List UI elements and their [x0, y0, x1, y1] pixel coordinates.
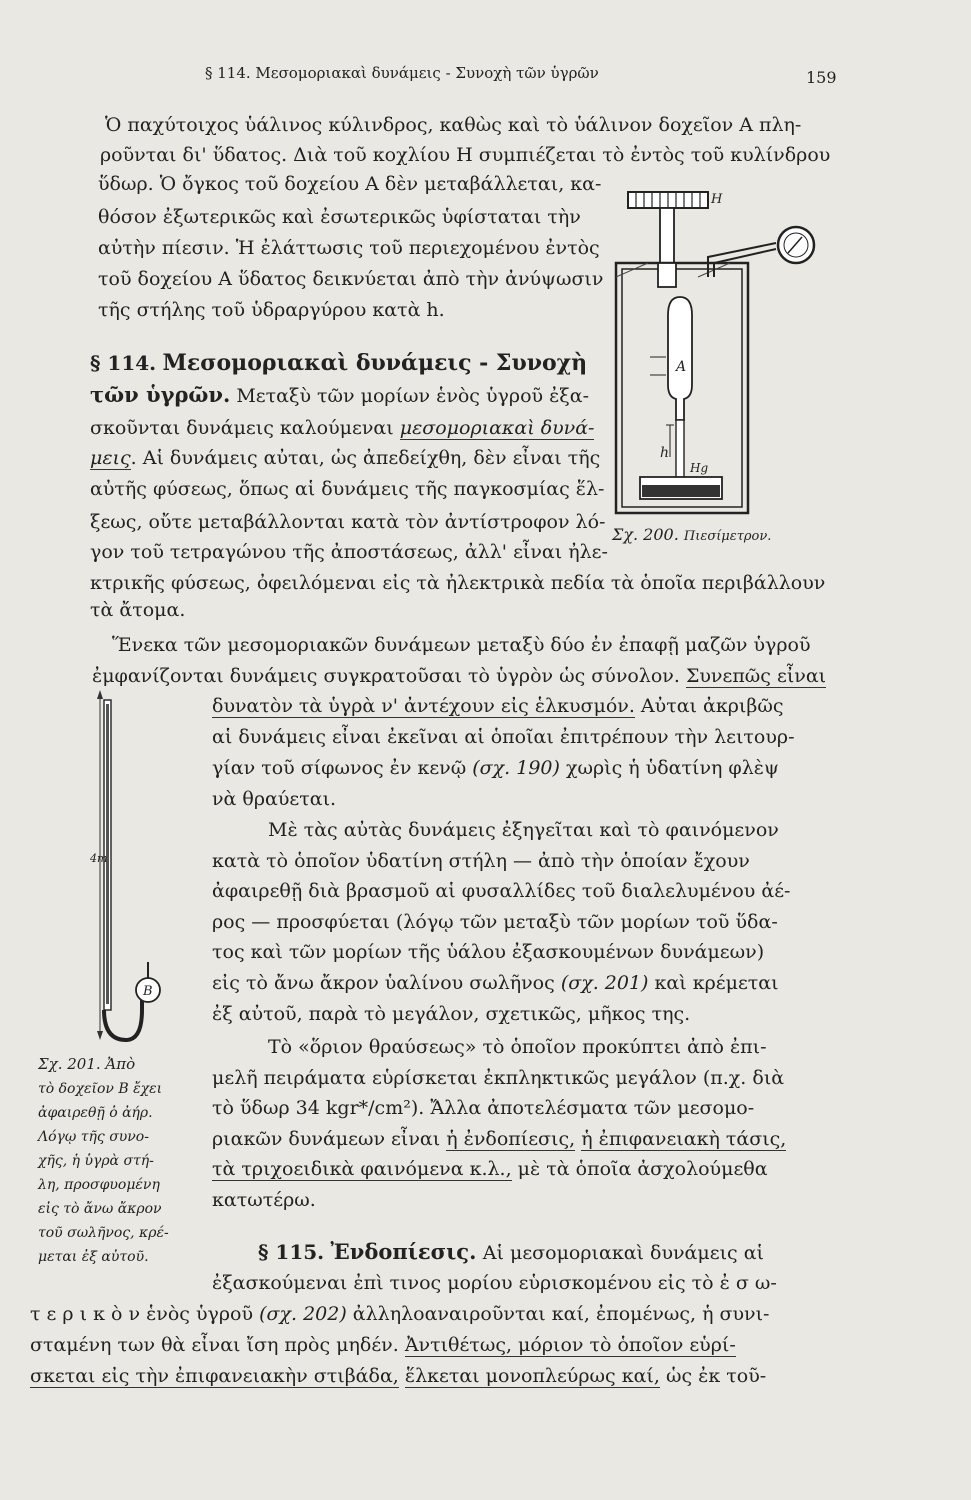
fig200-label-Hg: Hg	[690, 461, 709, 475]
text-line: ροῦνται δι' ὕδατος. Διὰ τοῦ κοχλίου Η συμπιέζεται τὸ ἐντὸς τοῦ κυλίνδρου	[100, 144, 831, 166]
text-line: ἐξασκούμεναι ἐπὶ τινος μορίου εὑρισκομένου εἰς τὸ ἐ σ ω-	[212, 1272, 777, 1294]
caption-line: ἀφαιρεθῇ ὁ ἀήρ.	[38, 1105, 153, 1121]
text-line: τος καὶ τῶν μορίων τῆς ὑάλου ἐξασκουμένων δυνάμεων)	[212, 941, 765, 963]
text-line: τοῦ δοχείου Α ὕδατος δεικνύεται ἀπὸ τὴν ἀνύψωσιν	[98, 268, 604, 290]
text-line: αὐτῆς φύσεως, ὅπως αἱ δυνάμεις τῆς παγκοσμίας ἕλ-	[90, 478, 605, 500]
text-line: Ὁ παχύτοιχος ὑάλινος κύλινδρος, καθὼς καὶ τὸ ὑάλινον δοχεῖον Α πλη-	[105, 114, 802, 136]
text-line: τὸ ὕδωρ 34 kgr*/cm²). Ἄλλα ἀποτελέσματα τῶν μεσομο-	[212, 1097, 755, 1119]
text-line: ἐξ αὐτοῦ, παρὰ τὸ μεγάλον, σχετικῶς, μῆκος της.	[212, 1003, 691, 1025]
text-line: ἀφαιρεθῇ διὰ βρασμοῦ αἱ φυσαλλίδες τοῦ διαλελυμένου ἀέ-	[212, 880, 791, 902]
figure-reference: (σχ. 202)	[259, 1303, 347, 1325]
text-line: ριακῶν δυνάμεων εἶναι ἡ ἐνδοπίεσις, ἡ ἐπιφανειακὴ τάσις,	[212, 1128, 787, 1150]
text-line: μελῆ πειράματα εὑρίσκεται ἐκπληκτικῶς μεγάλον (π.χ. διὰ	[212, 1067, 785, 1089]
text-line: ὕδωρ. Ὁ ὄγκος τοῦ δοχείου Α δὲν μεταβάλλεται, κα-	[98, 173, 602, 195]
figure-reference: (σχ. 201)	[560, 972, 649, 994]
caption-line: λη, προσφυομένη	[38, 1177, 160, 1193]
text-line: αὐτὴν πίεσιν. Ἡ ἐλάττωσις τοῦ περιεχομένου ἐντὸς	[98, 237, 600, 259]
figure-200-caption	[612, 524, 771, 548]
figure-201-tube	[80, 690, 180, 1050]
text-line: ἐμφανίζονται δυνάμεις συγκρατοῦσαι τὸ ὑγρὸν ὡς σύνολον. Συνεπῶς εἶναι	[92, 665, 827, 687]
text-line: ρος — προσφύεται (λόγῳ τῶν μεταξὺ τῶν μορίων τοῦ ὕδα-	[212, 911, 778, 933]
figure-200-title: Πιεσίμετρον.	[683, 529, 772, 544]
caption-line: χῆς, ἡ ὑγρὰ στή-	[38, 1153, 154, 1169]
text-line: δυνατὸν τὰ ὑγρὰ ν' ἀντέχουν εἰς ἑλκυσμόν. Αὐται ἀκριβῶς	[212, 695, 784, 717]
text-line: σκοῦνται δυνάμεις καλούμεναι μεσομοριακαὶ δυνά-	[90, 417, 595, 439]
text-line: Τὸ «ὅριον θραύσεως» τὸ ὁποῖον προκύπτει ἀπὸ ἐπι-	[268, 1036, 767, 1058]
text-line: γον τοῦ τετραγώνου τῆς ἀποστάσεως, ἀλλ' εἶναι ἠλε-	[90, 541, 608, 563]
fig200-label-A: A	[676, 359, 687, 375]
section-114-heading: § 114. Μεσομοριακαὶ δυνάμεις - Συνοχὴ	[90, 350, 588, 376]
text-line: θόσον ἐξωτερικῶς καὶ ἐσωτερικῶς ὑφίσταται τὴν	[98, 206, 581, 228]
text-line: αἱ δυνάμεις εἶναι ἐκεῖναι αἱ ὁποῖαι ἐπιτρέπουν τὴν λειτουρ-	[212, 726, 795, 748]
text-line: Μὲ τὰς αὐτὰς δυνάμεις ἐξηγεῖται καὶ τὸ φαινόμενον	[268, 819, 779, 841]
figure-200-piezometer	[598, 185, 828, 525]
text-line: τῶν ὑγρῶν. Μεταξὺ τῶν μορίων ἑνὸς ὑγροῦ ἐξα-	[90, 382, 590, 407]
text-line: νὰ θραύεται.	[212, 788, 337, 810]
running-header: § 114. Μεσομοριακαὶ δυνάμεις - Συνοχὴ τῶν ὑγρῶν	[205, 64, 599, 82]
text-line: σκεται εἰς τὴν ἐπιφανειακὴν στιβάδα, ἕλκεται μονοπλεύρως καί, ὡς ἐκ τοῦ-	[30, 1365, 767, 1387]
text-line: τὰ ἄτομα.	[90, 599, 186, 621]
fig201-label-B: B	[143, 984, 153, 999]
text-line: τῆς στήλης τοῦ ὑδραργύρου κατὰ h.	[98, 299, 445, 321]
figure-reference: (σχ. 190)	[472, 757, 560, 779]
figure-200-number: Σχ. 200.	[612, 525, 679, 544]
text-line: κτρικῆς φύσεως, ὀφειλόμεναι εἰς τὰ ἠλεκτρικὰ πεδία τὰ ὁποῖα περιβάλλουν	[90, 572, 826, 594]
fig200-label-H: H	[711, 192, 723, 207]
caption-line: εἰς τὸ ἄνω ἄκρον	[38, 1201, 162, 1217]
text-line: κατωτέρω.	[212, 1189, 316, 1211]
text-line: Ἕνεκα τῶν μεσομοριακῶν δυνάμεων μεταξὺ δύο ἐν ἐπαφῇ μαζῶν ὑγροῦ	[112, 634, 811, 656]
caption-line: τὸ δοχεῖον Β ἔχει	[38, 1081, 163, 1097]
section-115-heading: § 115. Ἐνδοπίεσις. Αἱ μεσομοριακαὶ δυνάμεις αἱ	[258, 1239, 764, 1264]
caption-line: Λόγῳ τῆς συνο-	[38, 1129, 149, 1145]
caption-line: μεται ἐξ αὐτοῦ.	[38, 1249, 149, 1265]
text-line: κατὰ τὸ ὁποῖον ὑδατίνη στήλη — ἀπὸ τὴν ὁποίαν ἔχουν	[212, 850, 750, 872]
text-line: τὰ τριχοειδικὰ φαινόμενα κ.λ., μὲ τὰ ὁποῖα ἀσχολούμεθα	[212, 1158, 768, 1180]
caption-line: τοῦ σωλῆνος, κρέ-	[38, 1225, 169, 1241]
text-line: σταμένη των θὰ εἶναι ἴση πρὸς μηδέν. Ἀντιθέτως, μόριον τὸ ὁποῖον εὑρί-	[30, 1334, 736, 1356]
caption-line: Σχ. 201. Ἀπὸ	[38, 1055, 136, 1073]
text-line: μεις. Αἱ δυνάμεις αὐται, ὡς ἀπεδείχθη, δὲν εἶναι τῆς	[90, 447, 601, 469]
text-line: εἰς τὸ ἄνω ἄκρον ὑαλίνου σωλῆνος (σχ. 201) καὶ κρέμεται	[212, 972, 779, 994]
text-line: ξεως, οὔτε μεταβάλλονται κατὰ τὸν ἀντίστροφον λό-	[90, 511, 606, 533]
text-line: τ ε ρ ι κ ὸ ν ἑνὸς ὑγροῦ (σχ. 202) ἀλληλοαναιροῦνται καί, ἐπομένως, ἡ συνι-	[30, 1303, 770, 1325]
term-intermolecular-forces: μεσομοριακαὶ δυνά-	[399, 417, 595, 439]
text-line: γίαν τοῦ σίφωνος ἐν κενῷ (σχ. 190) χωρὶς ἡ ὑδατίνη φλὲψ	[212, 757, 779, 779]
page-number: 159	[806, 68, 837, 87]
fig201-height-label: 4m	[90, 852, 108, 865]
fig200-label-h: h	[660, 445, 670, 461]
